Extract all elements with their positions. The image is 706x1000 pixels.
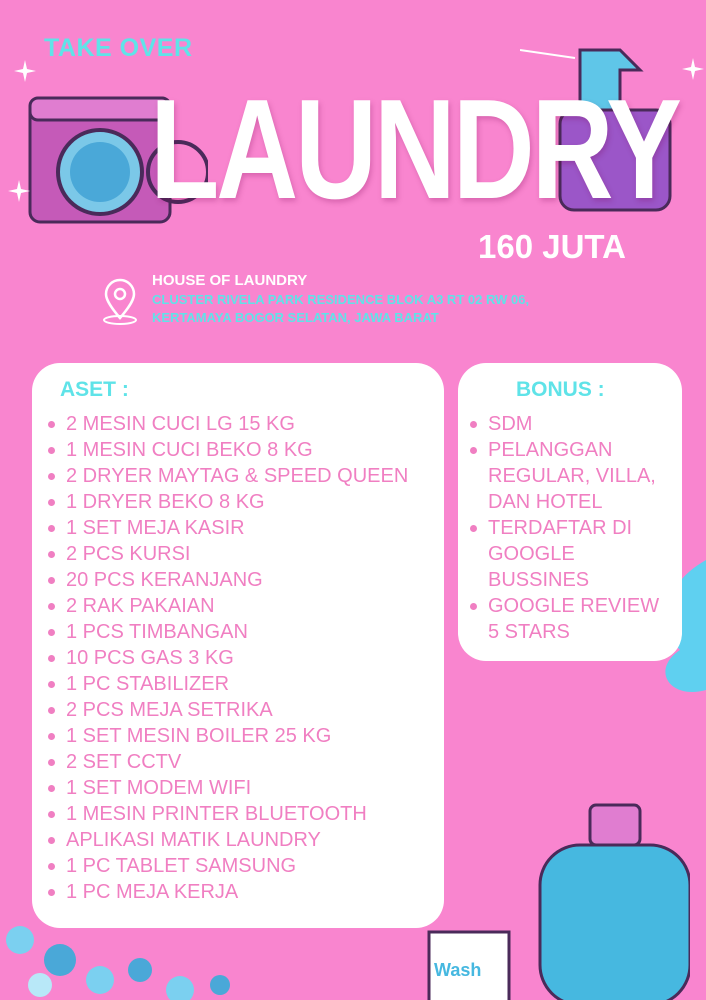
list-item: 1 PC STABILIZER xyxy=(32,671,444,697)
list-item: 1 SET MESIN BOILER 25 KG xyxy=(32,723,444,749)
list-item: APLIKASI MATIK LAUNDRY xyxy=(32,827,444,853)
list-item: 2 RAK PAKAIAN xyxy=(32,593,444,619)
list-item: PELANGGAN REGULAR, VILLA, DAN HOTEL xyxy=(458,437,668,515)
list-item: 1 DRYER BEKO 8 KG xyxy=(32,489,444,515)
list-item: 1 MESIN PRINTER BLUETOOTH xyxy=(32,801,444,827)
business-name: HOUSE OF LAUNDRY xyxy=(152,272,308,289)
bonus-card xyxy=(458,363,682,661)
list-item: 20 PCS KERANJANG xyxy=(32,567,444,593)
list-item: SDM xyxy=(458,411,668,437)
list-item: TERDAFTAR DI GOOGLE BUSSINES xyxy=(458,515,668,593)
list-item: 1 PCS TIMBANGAN xyxy=(32,619,444,645)
address-line-1: CLUSTER RIVELA PARK RESIDENCE BLOK A3 RT 02 RW 06, xyxy=(152,292,530,307)
location-pin-icon xyxy=(100,278,140,326)
list-item: 2 SET CCTV xyxy=(32,749,444,775)
bonus-heading: BONUS : xyxy=(516,378,605,401)
list-item: 10 PCS GAS 3 KG xyxy=(32,645,444,671)
sparkle-icon xyxy=(14,60,36,82)
sparkle-icon xyxy=(682,58,704,80)
wash-label: Wash xyxy=(434,960,482,980)
list-item: 2 PCS KURSI xyxy=(32,541,444,567)
bonus-list xyxy=(458,411,682,645)
list-item: 2 DRYER MAYTAG & SPEED QUEEN xyxy=(32,463,444,489)
list-item: 2 PCS MEJA SETRIKA xyxy=(32,697,444,723)
list-item: 1 PC TABLET SAMSUNG xyxy=(32,853,444,879)
aset-card xyxy=(32,363,444,928)
list-item: 1 SET MODEM WIFI xyxy=(32,775,444,801)
aset-list xyxy=(32,411,444,905)
price: 160 JUTA xyxy=(478,228,626,265)
list-item: 1 PC MEJA KERJA xyxy=(32,879,444,905)
page-title: LAUNDRY xyxy=(150,70,679,229)
take-over-label: TAKE OVER xyxy=(44,34,193,62)
address-line-2: KERTAMAYA BOGOR SELATAN, JAWA BARAT xyxy=(152,310,439,325)
list-item: 1 MESIN CUCI BEKO 8 KG xyxy=(32,437,444,463)
aset-heading: ASET : xyxy=(60,378,129,401)
list-item: GOOGLE REVIEW 5 STARS xyxy=(458,593,668,645)
list-item: 2 MESIN CUCI LG 15 KG xyxy=(32,411,444,437)
sparkle-icon xyxy=(8,180,30,202)
detergent-bottle-icon xyxy=(520,800,690,1000)
list-item: 1 SET MEJA KASIR xyxy=(32,515,444,541)
